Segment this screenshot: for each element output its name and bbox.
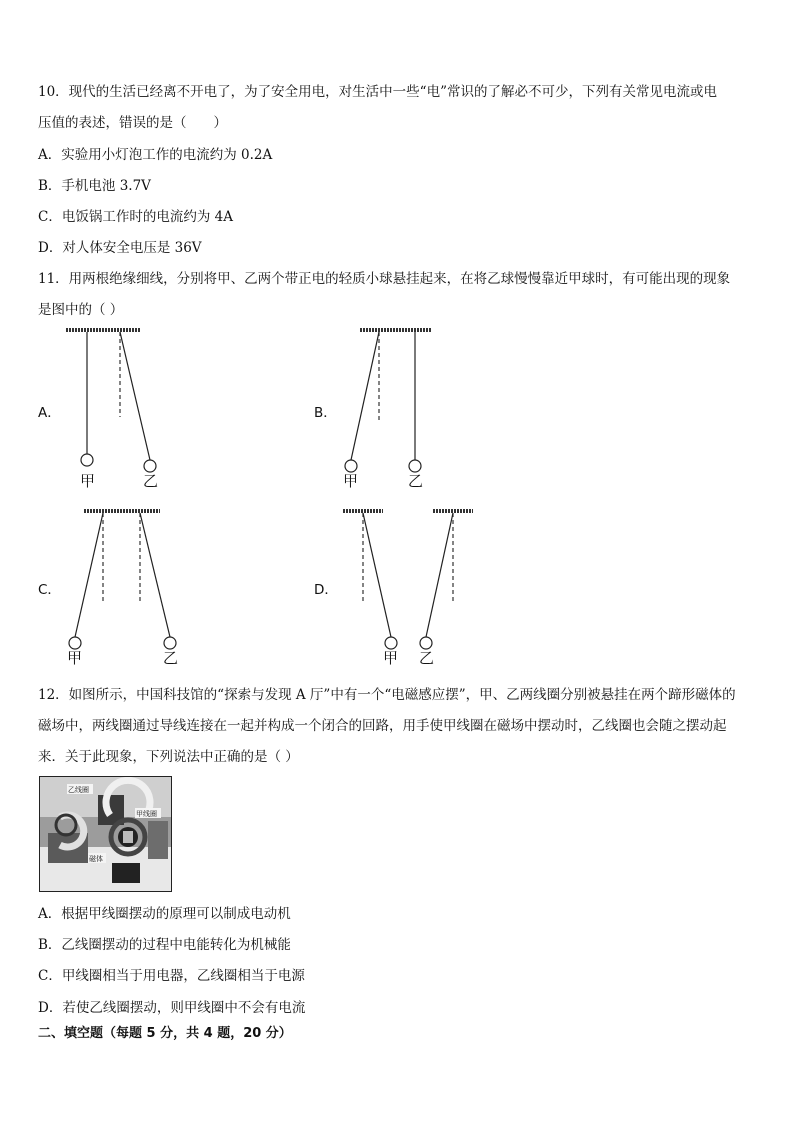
q11-figure-a-label: A． [38, 405, 61, 421]
ball-label-jia: 甲 [383, 649, 399, 667]
ball-label-jia: 甲 [67, 649, 83, 667]
q11-stem-line1: 11．用两根绝缘细线，分别将甲、乙两个带正电的轻质小球悬挂起来，在将乙球慢慢靠近甲球时，有可能出现的现象 [38, 271, 731, 287]
q12-option-d: D．若使乙线圈摆动，则甲线圈中不会有电流 [38, 1000, 306, 1016]
photo-label-yi-coil: 乙线圈 [68, 786, 89, 794]
electromagnetic-pendulum-photo [39, 776, 172, 892]
q12-option-c: C．甲线圈相当于用电器，乙线圈相当于电源 [38, 968, 305, 984]
q11-figure-b-label: B． [314, 405, 337, 421]
pendulum-figure-c [60, 503, 190, 673]
q12-option-b: B．乙线圈摆动的过程中电能转化为机械能 [38, 937, 291, 953]
photo-label-jia-coil: 甲线圈 [136, 810, 157, 818]
photo-illustration [40, 777, 171, 891]
q10-option-d: D．对人体安全电压是 36V [38, 240, 202, 256]
q10-stem-line2: 压值的表述，错误的是（ ） [38, 115, 227, 131]
section-2-title: 二、填空题（每题 5 分，共 4 题，20 分） [38, 1026, 292, 1041]
pendulum-figure-d [335, 503, 485, 673]
q11-figure-d-label: D． [314, 582, 338, 598]
q11-stem-line2: 是图中的（ ） [38, 302, 124, 318]
q10-option-b: B．手机电池 3.7V [38, 178, 151, 194]
q12-option-a: A．根据甲线圈摆动的原理可以制成电动机 [38, 906, 291, 922]
ball-label-yi: 乙 [408, 472, 424, 490]
ball-label-yi: 乙 [163, 649, 179, 667]
q10-stem-line1: 10．现代的生活已经离不开电了，为了安全用电，对生活中一些“电”常识的了解必不可少，下列有关常见电流或电 [38, 84, 717, 100]
q12-stem-line2: 磁场中，两线圈通过导线连接在一起并构成一个闭合的回路，用手使甲线圈在磁场中摆动时，乙线圈也会随之摆动起 [38, 718, 727, 734]
q12-stem-line3: 来．关于此现象，下列说法中正确的是（ ） [38, 749, 299, 765]
q12-stem-line1: 12．如图所示，中国科技馆的“探索与发现 A 厅”中有一个“电磁感应摆”，甲、乙两线圈分别被悬挂在两个蹄形磁体的 [38, 687, 736, 703]
q11-figure-c-label: C． [38, 582, 61, 598]
ball-label-yi: 乙 [143, 472, 159, 490]
pendulum-figure-a [60, 322, 180, 492]
ball-label-yi: 乙 [419, 649, 435, 667]
ball-label-jia: 甲 [343, 472, 359, 490]
q10-option-c: C．电饭锅工作时的电流约为 4A [38, 209, 233, 225]
pendulum-figure-b [335, 322, 455, 492]
q10-option-a: A．实验用小灯泡工作的电流约为 0.2A [38, 147, 273, 163]
ball-label-jia: 甲 [80, 472, 96, 490]
photo-label-magnet: 磁体 [89, 855, 103, 863]
